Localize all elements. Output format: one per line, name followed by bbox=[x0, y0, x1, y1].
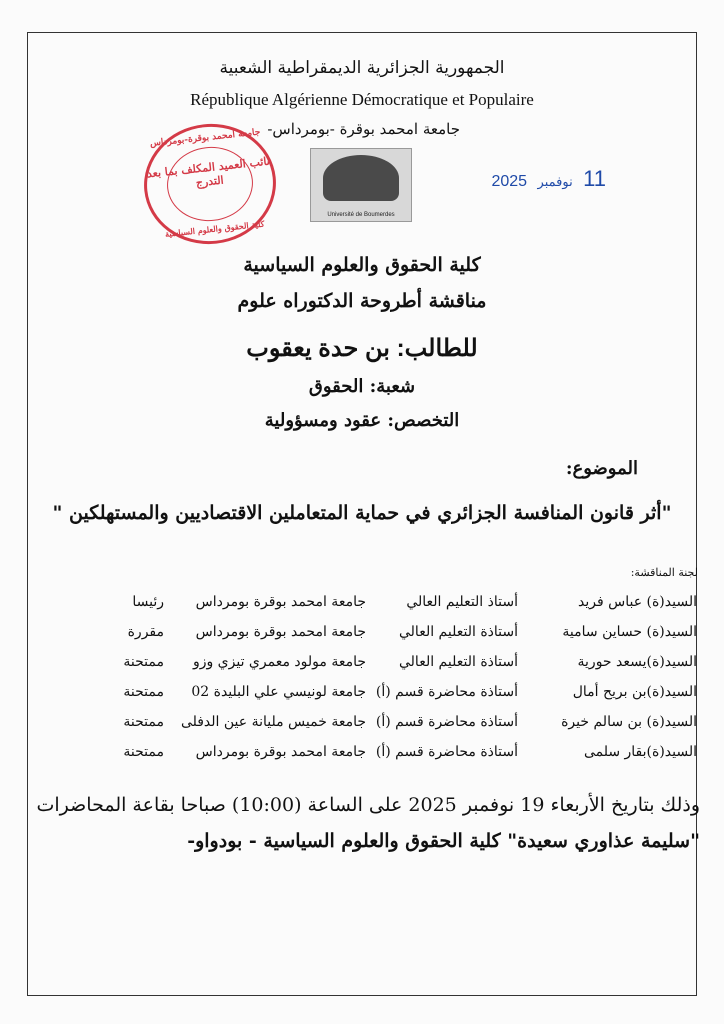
jury-member-name: السيد(ة)بقار سلمى bbox=[583, 744, 697, 760]
jury-member-university: جامعة مولود معمري تيزي وزو bbox=[192, 654, 366, 670]
subject-label: الموضوع: bbox=[565, 458, 638, 479]
date-year: 2025 bbox=[491, 173, 528, 190]
jury-member-name: السيد(ة) بن سالم خيرة bbox=[561, 714, 697, 730]
defense-title: مناقشة أطروحة الدكتوراه علوم bbox=[237, 290, 487, 312]
jury-member-university: جامعة امحمد بوقرة بومرداس bbox=[195, 624, 366, 640]
student-name: للطالب: بن حدة يعقوب bbox=[246, 335, 478, 362]
jury-member-name: السيد(ة) حساين سامية bbox=[562, 624, 697, 640]
republic-title-ar: الجمهورية الجزائرية الديمقراطية الشعبية bbox=[219, 58, 505, 78]
jury-member-name: السيد(ة) عباس فريد bbox=[578, 594, 697, 610]
date-month: نوفمبر bbox=[537, 174, 573, 189]
jury-row bbox=[0, 654, 724, 678]
jury-member-role: مقررة bbox=[127, 624, 164, 640]
jury-row bbox=[0, 594, 724, 618]
faculty-name: كلية الحقوق والعلوم السياسية bbox=[243, 254, 481, 276]
date-stamp bbox=[491, 166, 606, 192]
jury-member-role: ممتحنة bbox=[123, 744, 164, 760]
jury-member-name: السيد(ة)بن بريح أمال bbox=[572, 684, 697, 700]
defense-hall-location: "سليمة عذاوري سعيدة" كلية الحقوق والعلوم السياسية - بودواو- bbox=[187, 830, 700, 852]
jury-member-rank: أستاذة محاضرة قسم (أ) bbox=[375, 714, 518, 730]
jury-row bbox=[0, 624, 724, 648]
jury-member-university: جامعة خميس مليانة عين الدفلى bbox=[180, 714, 366, 730]
jury-label: لجنة المناقشة: bbox=[630, 566, 698, 579]
logo-emblem bbox=[323, 155, 399, 201]
logo-caption: Université de Boumerdes bbox=[327, 212, 395, 218]
specialty: التخصص: عقود ومسؤولية bbox=[264, 410, 460, 431]
jury-row bbox=[0, 744, 724, 768]
jury-member-role: ممتحنة bbox=[123, 714, 164, 730]
jury-member-university: جامعة لونيسي علي البليدة 02 bbox=[191, 684, 366, 700]
stamp-ring-top-text: جامعة امحمد بوقرة-بومرداس bbox=[149, 127, 261, 150]
university-name: جامعة امحمد بوقرة -بومرداس- bbox=[267, 120, 460, 138]
jury-member-role: ممتحنة bbox=[123, 684, 164, 700]
defense-date-venue: وذلك بتاريخ الأربعاء 19 نوفمبر 2025 على الساعة (10:00) صباحا بقاعة المحاضرات bbox=[36, 794, 700, 816]
jury-member-rank: أستاذ التعليم العالي bbox=[406, 594, 518, 610]
jury-row bbox=[0, 714, 724, 738]
jury-member-rank: أستاذة محاضرة قسم (أ) bbox=[375, 744, 518, 760]
jury-member-rank: أستاذة التعليم العالي bbox=[399, 654, 518, 670]
republic-title-fr: République Algérienne Démocratique et Populaire bbox=[190, 90, 534, 109]
branch: شعبة: الحقوق bbox=[308, 376, 416, 397]
subject-title: "أثر قانون المنافسة الجزائري في حماية المتعاملين الاقتصاديين والمستهلكين " bbox=[52, 502, 672, 524]
stamp-center-text: نائب العميد المكلف بما بعد التدرج bbox=[146, 154, 271, 190]
jury-member-university: جامعة امحمد بوقرة بومرداس bbox=[195, 594, 366, 610]
jury-member-university: جامعة امحمد بوقرة بومرداس bbox=[195, 744, 366, 760]
university-logo-icon bbox=[310, 148, 412, 222]
jury-member-rank: أستاذة محاضرة قسم (أ) bbox=[375, 684, 518, 700]
jury-row bbox=[0, 684, 724, 708]
jury-member-role: ممتحنة bbox=[123, 654, 164, 670]
jury-member-role: رئيسا bbox=[132, 594, 164, 610]
stamp-ring-bottom-text: كلية الحقوق والعلوم السياسية bbox=[164, 218, 265, 239]
date-day: 11 bbox=[583, 166, 606, 191]
jury-member-name: السيد(ة)يسعد حورية bbox=[577, 654, 697, 670]
jury-member-rank: أستاذة التعليم العالي bbox=[399, 624, 518, 640]
